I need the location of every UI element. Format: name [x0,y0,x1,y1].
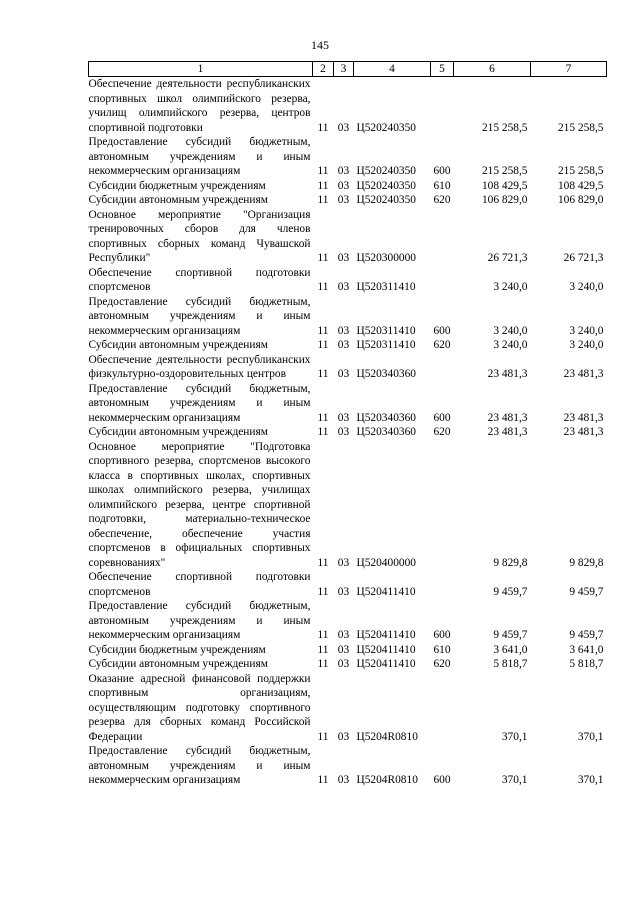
row-podrazdel: 03 [337,339,350,351]
row-expense-type [431,208,454,266]
row-expense-type: 620 [433,194,451,206]
row-amount-col7: 3 240,0 [569,324,604,337]
row-target-code: Ц520411410 [356,585,416,598]
row-expense-type: 620 [433,658,451,670]
row-amount-col6: 215 258,5 [481,121,528,134]
row-expense-type [431,77,454,136]
row-amount-col6: 108 429,5 [481,179,528,192]
row-amount-col6: 215 258,5 [481,165,528,177]
row-amount-col6: 3 240,0 [493,281,528,293]
table-row [89,179,607,194]
table-row [89,266,607,295]
row-name: Предоставление субсидий бюджетным, автономным учреждениям и иным некоммерческим организациям [88,382,311,424]
row-target-code: Ц520311410 [356,324,416,337]
row-razdel: 11 [317,179,329,192]
row-podrazdel: 03 [337,252,350,264]
table-row [89,382,607,426]
row-target-code: Ц520300000 [356,252,416,264]
row-expense-type [431,570,454,599]
row-expense-type: 620 [433,426,451,438]
row-name: Оказание адресной финансовой поддержки спортивным организациям, осуществляющим подготовку спортивного резерва для сборных команд Российской Федерации [88,672,311,743]
row-amount-col6: 3 641,0 [493,643,528,656]
row-name: Субсидии автономным учреждениям [88,339,268,351]
row-target-code: Ц520411410 [356,643,416,656]
row-name: Основное мероприятие "Организация тренировочных сборов для членов спортивных сборных команд Чувашской Республики" [88,208,311,264]
row-amount-col6: 3 240,0 [493,339,528,351]
row-target-code: Ц520411410 [356,658,416,670]
row-razdel: 11 [317,629,329,641]
row-podrazdel: 03 [337,281,350,293]
row-amount-col7: 3 240,0 [569,339,604,351]
row-podrazdel: 03 [337,165,350,177]
row-podrazdel: 03 [337,179,350,192]
row-amount-col7: 23 481,3 [563,411,604,424]
row-amount-col6: 23 481,3 [487,368,528,380]
row-amount-col7: 9 459,7 [569,585,604,598]
row-podrazdel: 03 [337,629,350,641]
row-amount-col6: 9 459,7 [493,629,528,641]
row-podrazdel: 03 [337,556,350,569]
row-expense-type [431,266,454,295]
row-name: Основное мероприятие "Подготовка спортивного резерва, спортсменов высокого класса в спортивных школах, спортивных школах олимпийского резерва, училищах олимпийского резерва, центре спортивной подготовки, материально-техническое обеспечение, обеспечение участия спортсменов в официальных спортивных соревнованиях" [88,440,311,569]
row-podrazdel: 03 [337,730,350,743]
row-name: Обеспечение спортивной подготовки спортсменов [88,266,311,293]
row-expense-type: 600 [433,774,451,786]
row-podrazdel: 03 [337,324,350,337]
row-razdel: 11 [317,643,329,656]
row-name: Предоставление субсидий бюджетным, автономным учреждениям и иным некоммерческим организациям [88,295,311,337]
row-target-code: Ц5204R0810 [356,774,418,786]
row-target-code: Ц520240350 [356,121,416,134]
row-amount-col7: 9 829,8 [569,556,604,569]
row-expense-type: 600 [433,324,451,337]
row-name: Субсидии автономным учреждениям [88,426,268,438]
header-col-5: 5 [431,62,454,77]
table-row [89,425,607,440]
row-target-code: Ц520311410 [356,339,416,351]
row-name: Субсидии бюджетным учреждениям [88,179,266,192]
row-podrazdel: 03 [337,585,350,598]
row-amount-col6: 26 721,3 [487,252,528,264]
row-podrazdel: 03 [337,121,350,134]
row-razdel: 11 [317,324,329,337]
row-expense-type [431,353,454,382]
row-razdel: 11 [317,585,329,598]
row-name: Субсидии бюджетным учреждениям [88,643,266,656]
table-row [89,570,607,599]
row-razdel: 11 [317,165,329,177]
row-razdel: 11 [317,194,329,206]
row-target-code: Ц520411410 [356,629,416,641]
header-row [89,62,607,77]
table-row [89,208,607,266]
row-amount-col7: 370,1 [577,730,604,743]
table-row [89,338,607,353]
row-amount-col7: 5 818,7 [569,658,604,670]
row-name: Предоставление субсидий бюджетным, автономным учреждениям и иным некоммерческим организациям [88,600,311,641]
row-razdel: 11 [317,339,329,351]
row-target-code: Ц520240350 [356,194,416,206]
row-target-code: Ц520240350 [356,165,416,177]
row-target-code: Ц520400000 [356,556,416,569]
header-col-2: 2 [313,62,334,77]
row-razdel: 11 [317,411,329,424]
table-row [89,135,607,179]
row-expense-type: 600 [433,411,451,424]
row-expense-type: 610 [433,179,451,192]
row-target-code: Ц5204R0810 [356,730,418,743]
row-podrazdel: 03 [337,426,350,438]
row-amount-col7: 23 481,3 [563,368,604,380]
table-row [89,440,607,571]
row-amount-col7: 215 258,5 [557,165,604,177]
row-razdel: 11 [317,730,329,743]
budget-table [88,61,607,788]
row-expense-type [431,672,454,745]
row-podrazdel: 03 [337,774,350,786]
row-podrazdel: 03 [337,194,350,206]
row-amount-col7: 26 721,3 [563,252,604,264]
row-razdel: 11 [317,281,329,293]
header-col-3: 3 [334,62,354,77]
header-col-4: 4 [354,62,431,77]
row-amount-col7: 370,1 [577,774,604,786]
row-target-code: Ц520340360 [356,426,416,438]
header-col-1: 1 [89,62,313,77]
row-razdel: 11 [317,556,329,569]
row-amount-col7: 3 240,0 [569,281,604,293]
page-number: 145 [311,38,329,52]
row-expense-type: 600 [433,165,451,177]
row-amount-col6: 23 481,3 [487,426,528,438]
row-target-code: Ц520240350 [356,179,416,192]
row-name: Предоставление субсидий бюджетным, автономным учреждениям и иным некоммерческим организациям [88,745,311,786]
row-target-code: Ц520340360 [356,368,416,380]
table-row [89,353,607,382]
row-razdel: 11 [317,426,329,438]
header-col-6: 6 [454,62,531,77]
row-name: Обеспечение деятельности республиканских физкультурно-оздоровительных центров [88,353,311,380]
row-expense-type: 620 [433,339,451,351]
table-row [89,643,607,658]
table-row [89,657,607,672]
row-name: Предоставление субсидий бюджетным, автономным учреждениям и иным некоммерческим организациям [88,136,311,177]
row-amount-col6: 9 459,7 [493,585,528,598]
row-name: Обеспечение спортивной подготовки спортсменов [88,571,311,598]
row-name: Субсидии автономным учреждениям [88,194,268,206]
row-amount-col6: 23 481,3 [487,411,528,424]
row-podrazdel: 03 [337,368,350,380]
table-body [89,77,607,788]
row-razdel: 11 [317,368,329,380]
table-row [89,193,607,208]
row-expense-type: 600 [433,629,451,641]
row-target-code: Ц520311410 [356,281,416,293]
row-podrazdel: 03 [337,411,350,424]
row-amount-col6: 370,1 [501,774,528,786]
table-row [89,295,607,339]
row-amount-col7: 108 429,5 [557,179,604,192]
row-amount-col7: 106 829,0 [557,194,604,206]
row-amount-col6: 5 818,7 [493,658,528,670]
table-row [89,672,607,745]
header-col-7: 7 [531,62,607,77]
row-amount-col7: 215 258,5 [557,121,604,134]
row-razdel: 11 [317,774,329,786]
row-razdel: 11 [317,121,329,134]
row-name: Субсидии автономным учреждениям [88,658,268,670]
row-amount-col6: 106 829,0 [481,194,528,206]
row-razdel: 11 [317,252,329,264]
row-podrazdel: 03 [337,643,350,656]
row-expense-type [431,440,454,571]
row-razdel: 11 [317,658,329,670]
row-amount-col7: 23 481,3 [563,426,604,438]
row-target-code: Ц520340360 [356,411,416,424]
row-amount-col6: 370,1 [501,730,528,743]
row-name: Обеспечение деятельности республиканских спортивных школ олимпийского резерва, училищ олимпийского резерва, центров спортивной подготовки [88,78,311,134]
row-amount-col7: 3 641,0 [569,643,604,656]
row-amount-col6: 9 829,8 [493,556,528,569]
row-amount-col6: 3 240,0 [493,324,528,337]
table-row [89,744,607,788]
row-amount-col7: 9 459,7 [569,629,604,641]
table-row [89,77,607,136]
row-podrazdel: 03 [337,658,350,670]
row-expense-type: 610 [433,643,451,656]
table-header [89,62,607,77]
table-row [89,599,607,643]
